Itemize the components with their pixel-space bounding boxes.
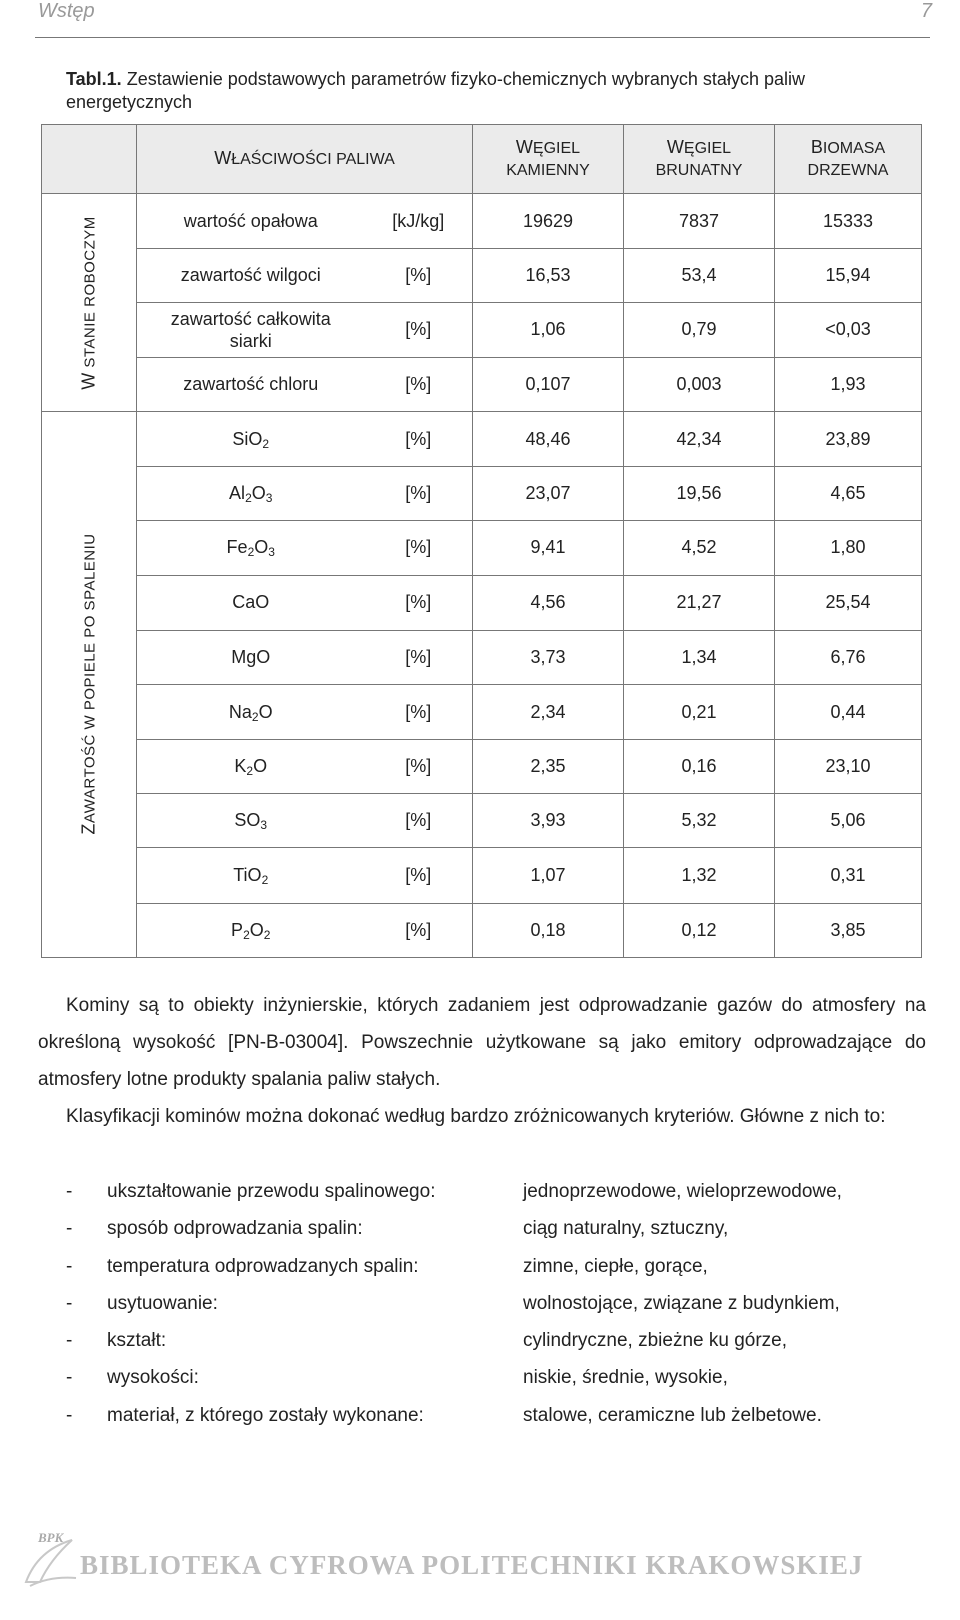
- table-row: [42, 630, 922, 684]
- value-biomass: 4,65: [775, 467, 922, 521]
- param-name: zawartość chloru: [137, 357, 365, 411]
- value-lignite: 42,34: [624, 411, 775, 466]
- value-biomass: 25,54: [775, 575, 922, 630]
- value-lignite: 0,16: [624, 740, 775, 794]
- value-biomass: 23,10: [775, 740, 922, 794]
- compound-formula: MgO: [137, 630, 365, 684]
- list-item: [38, 1210, 926, 1247]
- table-caption: [66, 68, 896, 114]
- list-value: jednoprzewodowe, wieloprzewodowe,: [523, 1181, 842, 1202]
- table-header-row: [42, 125, 922, 194]
- list-item: [38, 1248, 926, 1285]
- table-row: [42, 794, 922, 848]
- value-biomass: 15,94: [775, 249, 922, 302]
- value-hard-coal: 1,07: [473, 848, 624, 903]
- caption-label: Tabl.1.: [66, 69, 122, 89]
- value-biomass: 15333: [775, 194, 922, 249]
- value-biomass: 0,31: [775, 848, 922, 903]
- list-item: [38, 1322, 926, 1359]
- param-unit: [%]: [365, 249, 473, 302]
- caption-text: Zestawienie podstawowych parametrów fizyko-chemicznych wybranych stałych paliw energetycznych: [66, 69, 805, 112]
- table-row: [42, 249, 922, 302]
- group-label-working-state: W STANIE ROBOCZYM: [42, 194, 137, 412]
- value-hard-coal: 3,93: [473, 794, 624, 848]
- list-value: ciąg naturalny, sztuczny,: [523, 1218, 729, 1240]
- param-unit: [%]: [365, 521, 473, 575]
- param-unit: [%]: [365, 740, 473, 794]
- header-hard-coal: WĘGIEL KAMIENNY: [473, 125, 624, 194]
- list-value: cylindryczne, zbieżne ku górze,: [523, 1330, 788, 1352]
- param-unit: [%]: [365, 411, 473, 466]
- list-value: wolnostojące, związane z budynkiem,: [523, 1292, 840, 1314]
- value-biomass: 0,44: [775, 684, 922, 739]
- value-lignite: 19,56: [624, 467, 775, 521]
- list-dash: -: [66, 1330, 73, 1352]
- value-hard-coal: 16,53: [473, 249, 624, 302]
- fuel-parameters-table: [41, 124, 922, 958]
- list-dash: -: [66, 1181, 73, 1202]
- library-name: BIBLIOTEKA CYFROWA POLITECHNIKI KRAKOWSKIEJ: [80, 1550, 864, 1580]
- list-term: materiał, z którego zostały wykonane:: [107, 1404, 424, 1426]
- table-row: [42, 684, 922, 739]
- list-value: niskie, średnie, wysokie,: [523, 1367, 728, 1389]
- param-unit: [%]: [365, 684, 473, 739]
- value-lignite: 21,27: [624, 575, 775, 630]
- list-item: [38, 1285, 926, 1322]
- param-unit: [%]: [365, 357, 473, 411]
- table-row: [42, 411, 922, 466]
- value-hard-coal: 3,73: [473, 630, 624, 684]
- compound-formula: $Al_2O_3$: [137, 467, 365, 521]
- compound-formula: $SO_3$: [137, 794, 365, 848]
- value-biomass: 23,89: [775, 411, 922, 466]
- header-rule: [35, 37, 930, 38]
- table-row: [42, 903, 922, 957]
- value-biomass: 1,93: [775, 357, 922, 411]
- param-name: wartość opałowa: [137, 194, 365, 249]
- param-unit: [%]: [365, 794, 473, 848]
- group-label-ash-content: ZAWARTOŚĆ W POPIELE PO SPALENIU: [42, 411, 137, 957]
- list-term: sposób odprowadzania spalin:: [107, 1218, 363, 1240]
- value-lignite: 1,34: [624, 630, 775, 684]
- value-hard-coal: 2,35: [473, 740, 624, 794]
- value-lignite: 7837: [624, 194, 775, 249]
- table-row: [42, 357, 922, 411]
- value-hard-coal: 48,46: [473, 411, 624, 466]
- compound-formula: $Fe_2O_3$: [137, 521, 365, 575]
- table-row: [42, 740, 922, 794]
- table-row: [42, 521, 922, 575]
- value-hard-coal: 0,107: [473, 357, 624, 411]
- compound-formula: $K_2O$: [137, 740, 365, 794]
- value-hard-coal: 23,07: [473, 467, 624, 521]
- value-lignite: 53,4: [624, 249, 775, 302]
- param-name: zawartość całkowita siarki: [137, 302, 365, 357]
- value-hard-coal: 4,56: [473, 575, 624, 630]
- value-biomass: 5,06: [775, 794, 922, 848]
- value-lignite: 0,79: [624, 302, 775, 357]
- header-properties: WŁAŚCIWOŚCI PALIWA: [137, 125, 473, 194]
- list-term: temperatura odprowadzanych spalin:: [107, 1255, 419, 1277]
- list-dash: -: [66, 1404, 73, 1426]
- list-dash: -: [66, 1255, 73, 1277]
- param-unit: [%]: [365, 575, 473, 630]
- list-value: zimne, ciepłe, gorące,: [523, 1255, 708, 1277]
- list-item: [38, 1359, 926, 1396]
- header-lignite: WĘGIEL BRUNATNY: [624, 125, 775, 194]
- compound-formula: TiO$_2$: [137, 848, 365, 903]
- value-lignite: 0,12: [624, 903, 775, 957]
- paragraph-classification: Klasyfikacji kominów można dokonać według bardzo zróżnicowanych kryteriów. Główne z nich to:: [66, 1106, 886, 1127]
- list-item: [38, 1173, 926, 1210]
- list-value: stalowe, ceramiczne lub żelbetowe.: [523, 1404, 822, 1426]
- list-term: ukształtowanie przewodu spalinowego:: [107, 1181, 436, 1202]
- value-biomass: 1,80: [775, 521, 922, 575]
- value-hard-coal: 0,18: [473, 903, 624, 957]
- table-row: [42, 848, 922, 903]
- param-unit: [%]: [365, 302, 473, 357]
- value-biomass: 3,85: [775, 903, 922, 957]
- paragraph-chimneys-definition: Kominy są to obiekty inżynierskie, których zadaniem jest odprowadzanie gazów do atmosfery na określoną wysokość [PN-B-03004]. Powszechnie użytkowane są jako emitory odprowadzające do atmosfery lotne produkty spalania paliw stałych.: [38, 995, 926, 1090]
- value-hard-coal: 2,34: [473, 684, 624, 739]
- value-lignite: 5,32: [624, 794, 775, 848]
- table-row: [42, 302, 922, 357]
- value-lignite: 0,21: [624, 684, 775, 739]
- compound-formula: $P_2O_2$: [137, 903, 365, 957]
- table-row: [42, 575, 922, 630]
- compound-formula: CaO: [137, 575, 365, 630]
- list-item: [38, 1397, 926, 1434]
- value-hard-coal: 19629: [473, 194, 624, 249]
- param-unit: [%]: [365, 630, 473, 684]
- table-row: [42, 467, 922, 521]
- value-biomass: 6,76: [775, 630, 922, 684]
- value-lignite: 0,003: [624, 357, 775, 411]
- param-unit: [%]: [365, 903, 473, 957]
- compound-formula: $Na_2O$: [137, 684, 365, 739]
- header-biomass: BIOMASA DRZEWNA: [775, 125, 922, 194]
- list-dash: -: [66, 1218, 73, 1240]
- param-unit: [%]: [365, 848, 473, 903]
- page-number: 7: [920, 0, 932, 22]
- value-hard-coal: 1,06: [473, 302, 624, 357]
- list-dash: -: [66, 1367, 73, 1389]
- list-term: kształt:: [107, 1330, 167, 1352]
- param-unit: [kJ/kg]: [365, 194, 473, 249]
- param-name: zawartość wilgoci: [137, 249, 365, 302]
- value-biomass: <0,03: [775, 302, 922, 357]
- value-lignite: 4,52: [624, 521, 775, 575]
- table-row: [42, 194, 922, 249]
- param-unit: [%]: [365, 467, 473, 521]
- library-logo-icon: BPK: [20, 1530, 80, 1590]
- value-hard-coal: 9,41: [473, 521, 624, 575]
- classification-list: [38, 1173, 926, 1434]
- list-term: wysokości:: [107, 1367, 199, 1389]
- list-dash: -: [66, 1292, 73, 1314]
- list-term: usytuowanie:: [107, 1292, 218, 1314]
- library-footer: [10, 1520, 950, 1600]
- section-title: Wstęp: [38, 0, 95, 22]
- compound-formula: SiO$_2$: [137, 411, 365, 466]
- value-lignite: 1,32: [624, 848, 775, 903]
